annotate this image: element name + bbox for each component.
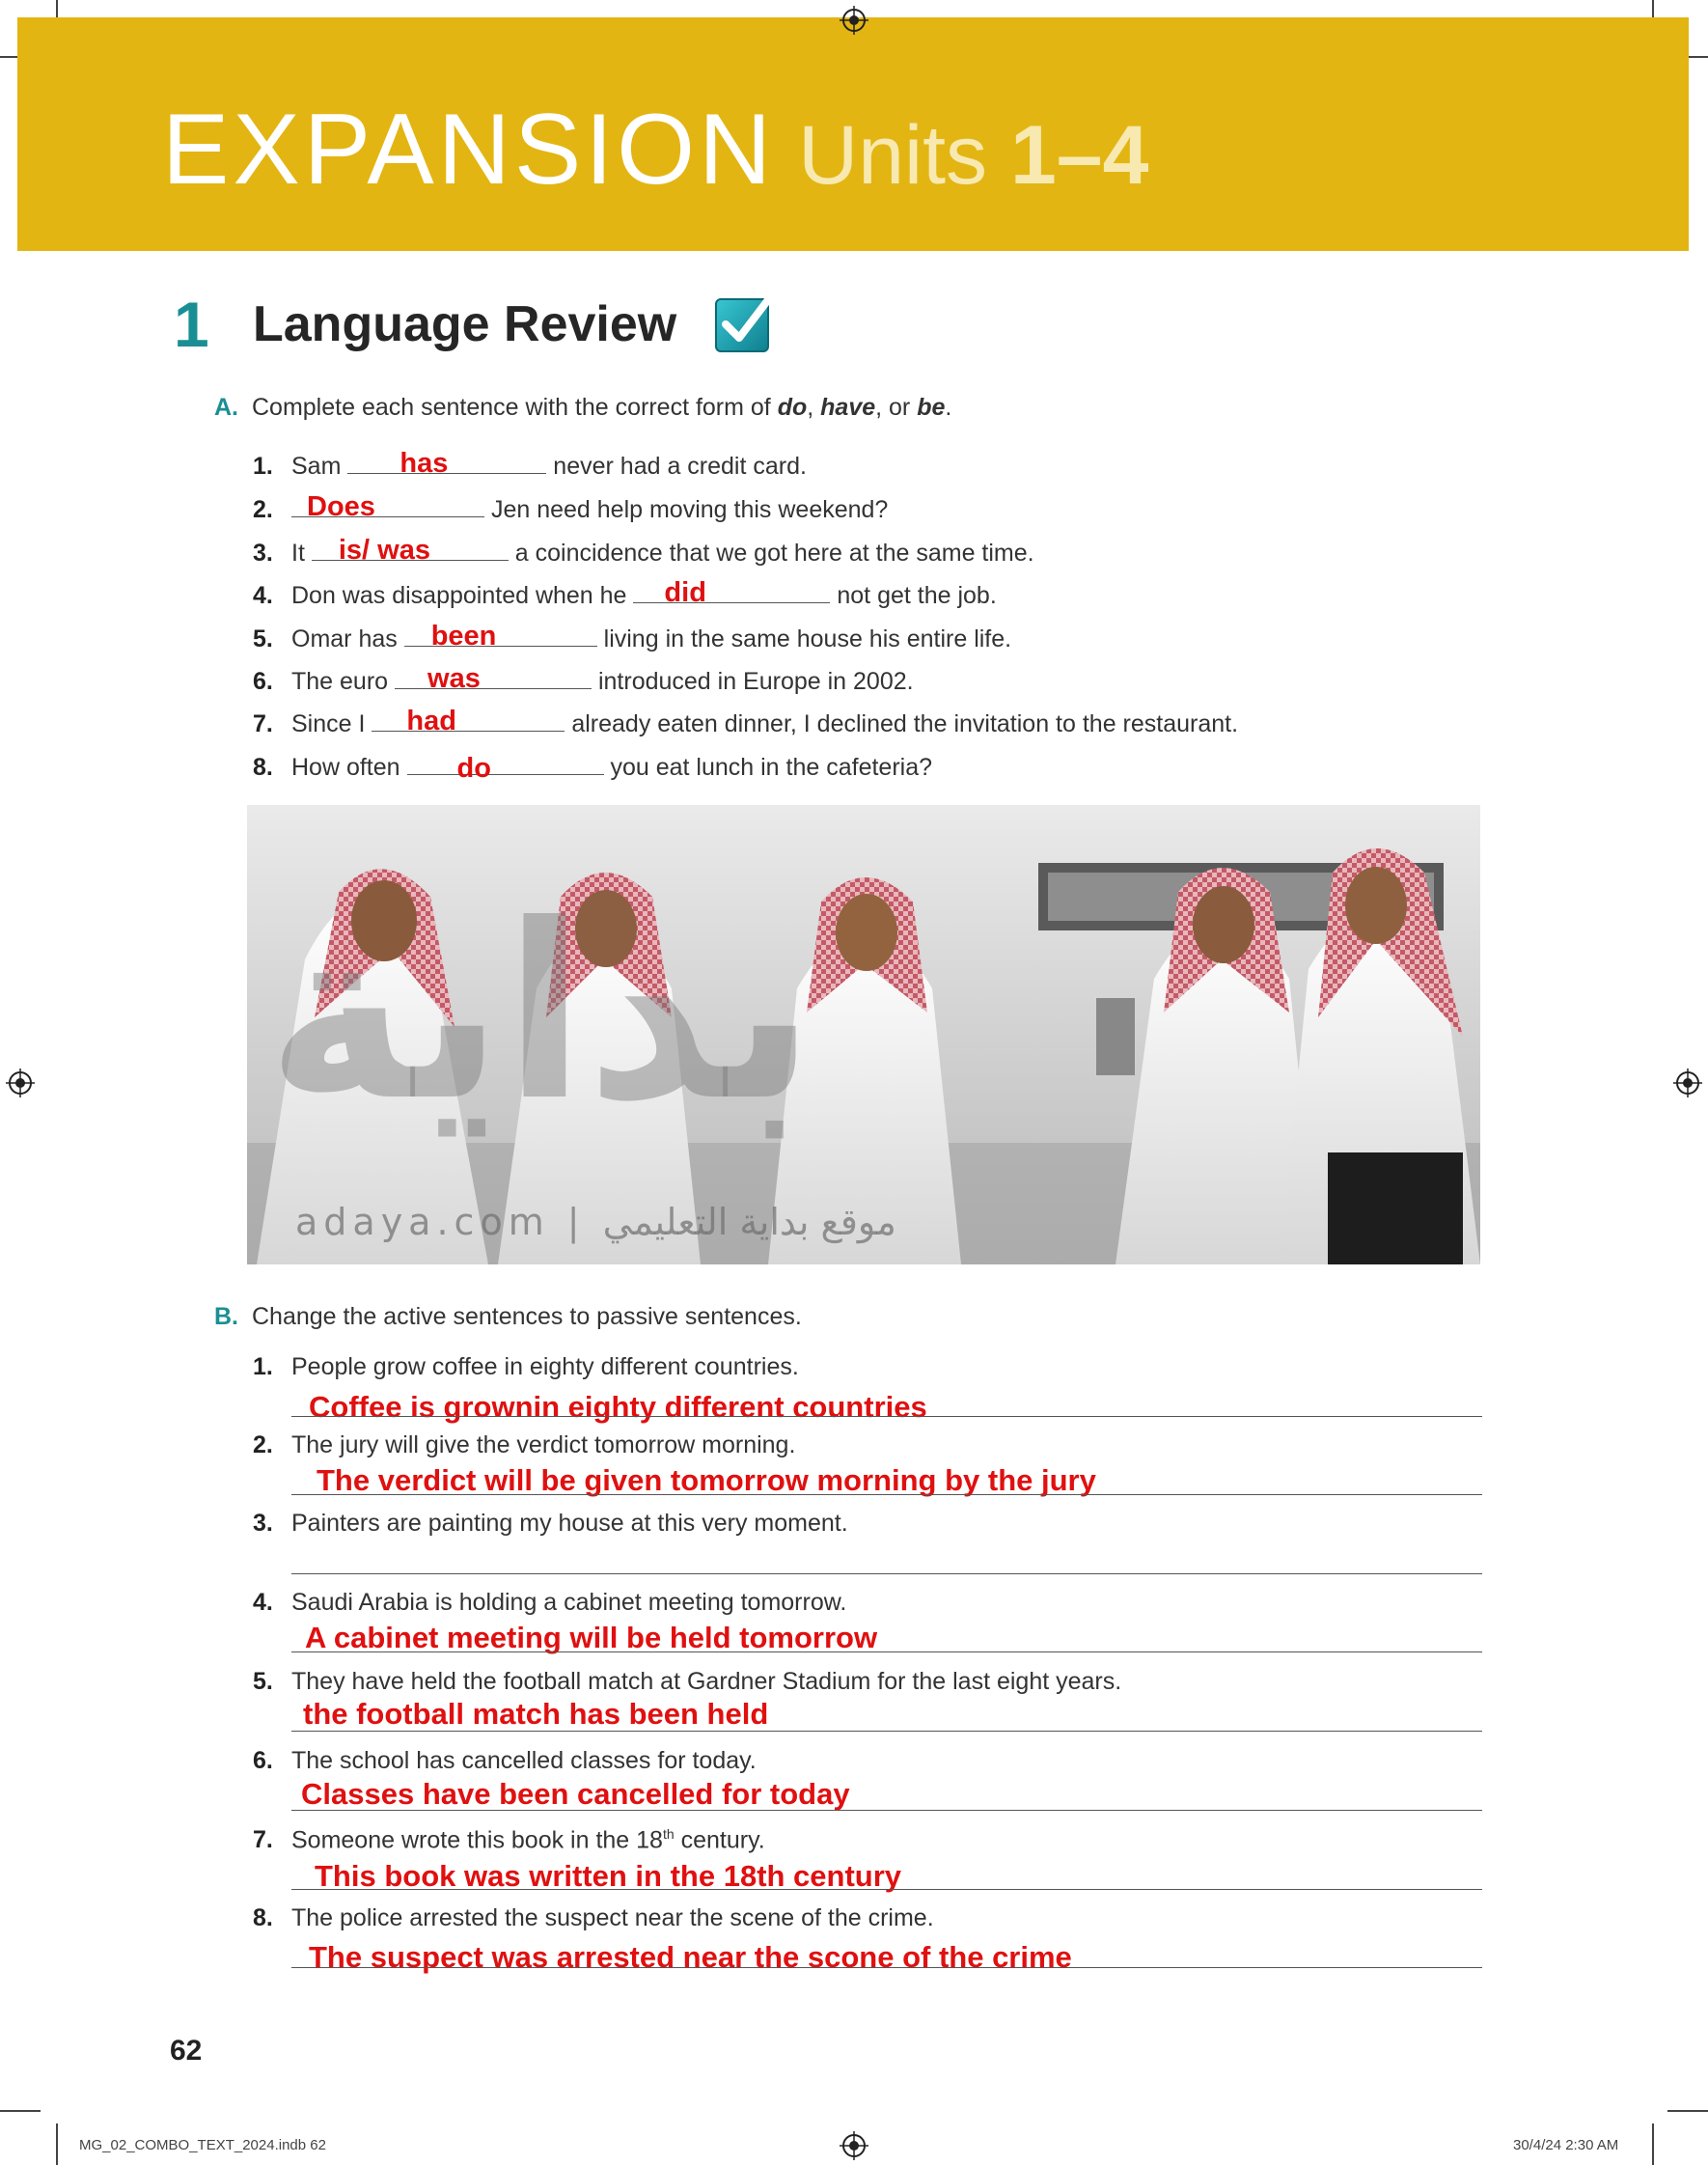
item-number: 7. xyxy=(253,1826,273,1854)
footer-file: MG_02_COMBO_TEXT_2024.indb 62 xyxy=(79,2137,326,2153)
part-b-item xyxy=(253,1431,795,1459)
trim-mark xyxy=(56,2123,58,2165)
answer-text: The verdict will be given tomorrow morning by the jury xyxy=(317,1463,1096,1497)
item-number: 6. xyxy=(253,668,273,695)
keyword-be: be xyxy=(917,394,946,421)
registration-mark-icon xyxy=(1673,1069,1702,1097)
answer-text: This book was written in the 18th century xyxy=(315,1859,902,1893)
item-text-after: Jen need help moving this weekend? xyxy=(484,496,889,523)
item-number: 1. xyxy=(253,453,273,480)
part-b-instruction xyxy=(214,1303,802,1331)
answer-text: has xyxy=(399,448,449,479)
part-a-item xyxy=(253,665,914,696)
part-a-item xyxy=(253,537,1034,568)
answer-line[interactable] xyxy=(291,1573,1482,1574)
item-prompt: The school has cancelled classes for today. xyxy=(291,1747,757,1774)
item-number: 3. xyxy=(253,1510,273,1537)
answer-blank[interactable] xyxy=(372,706,565,736)
answer-text: The suspect was arrested near the scone of the crime xyxy=(309,1940,1072,1974)
item-text-before: It xyxy=(291,540,312,567)
answer-text: is/ was xyxy=(338,535,430,566)
part-b-label: B. xyxy=(214,1303,238,1330)
item-number: 8. xyxy=(253,1904,273,1931)
item-text-before: The euro xyxy=(291,668,396,695)
watermark-text: adaya.com | موقع بداية التعليمي xyxy=(295,1201,896,1243)
part-a-item xyxy=(253,751,932,782)
trim-mark xyxy=(1652,2123,1654,2165)
part-b-item xyxy=(253,1353,799,1381)
instruction-text: Complete each sentence with the correct form of xyxy=(252,394,778,421)
part-a-item xyxy=(253,623,1011,653)
item-prompt: Painters are painting my house at this very moment. xyxy=(291,1510,848,1537)
answer-text: been xyxy=(430,621,497,652)
watermark-logo: بداية xyxy=(266,873,816,1153)
answer-blank[interactable] xyxy=(312,535,509,566)
item-prompt: They have held the football match at Gardner Stadium for the last eight years. xyxy=(291,1668,1122,1695)
item-number: 6. xyxy=(253,1747,273,1774)
answer-line[interactable] xyxy=(291,1416,1482,1417)
registration-mark-icon xyxy=(6,1069,35,1097)
item-number: 8. xyxy=(253,754,273,781)
item-text-after: introduced in Europe in 2002. xyxy=(592,668,914,695)
answer-line[interactable] xyxy=(291,1494,1482,1495)
answer-text: was xyxy=(427,663,481,694)
answer-text: Coffee is grownin eighty different countries xyxy=(309,1390,927,1424)
group-photo xyxy=(247,805,1480,1264)
item-text-after: a coincidence that we got here at the same time. xyxy=(508,540,1034,567)
trim-mark xyxy=(1667,2110,1708,2112)
item-text-after: not get the job. xyxy=(830,582,997,609)
item-text-before: How often xyxy=(291,754,407,781)
banner-units xyxy=(798,109,1148,202)
item-prompt: Saudi Arabia is holding a cabinet meeting tomorrow. xyxy=(291,1589,847,1616)
part-b-item xyxy=(253,1510,848,1538)
part-b-item xyxy=(253,1589,846,1617)
banner-units-word: Units xyxy=(798,109,988,202)
footer-date: 30/4/24 2:30 AM xyxy=(1513,2137,1619,2153)
item-text-before: Omar has xyxy=(291,625,404,652)
answer-blank[interactable] xyxy=(407,751,604,784)
item-number: 4. xyxy=(253,582,273,609)
item-text-before: Since I xyxy=(291,710,372,737)
item-text-before: Don was disappointed when he xyxy=(291,582,634,609)
part-a-item xyxy=(253,493,888,524)
answer-line[interactable] xyxy=(291,1731,1482,1732)
instruction-text: Change the active sentences to passive sentences. xyxy=(252,1303,802,1330)
section-number: 1 xyxy=(174,289,209,360)
part-b-item xyxy=(253,1826,765,1854)
answer-blank[interactable] xyxy=(291,491,484,522)
item-text-after: living in the same house his entire life. xyxy=(596,625,1012,652)
answer-text: A cabinet meeting will be held tomorrow xyxy=(305,1621,878,1654)
part-b-item xyxy=(253,1904,934,1932)
item-prompt-pre: Someone wrote this book in the 18 xyxy=(291,1826,663,1854)
instruction-sep: , or xyxy=(875,394,918,421)
registration-mark-icon xyxy=(840,6,868,35)
banner-units-range: 1–4 xyxy=(1009,109,1149,202)
part-b-item xyxy=(253,1747,757,1775)
answer-blank[interactable] xyxy=(347,448,546,479)
answer-blank[interactable] xyxy=(633,577,830,608)
trim-mark xyxy=(0,2110,41,2112)
answer-line[interactable] xyxy=(291,1810,1482,1811)
part-a-item xyxy=(253,708,1238,738)
instruction-end: . xyxy=(945,394,952,421)
part-b-item xyxy=(253,1668,1121,1696)
item-text-before: Sam xyxy=(291,453,348,480)
registration-mark-icon xyxy=(840,2131,868,2160)
section-title: Language Review xyxy=(253,296,677,352)
item-number: 2. xyxy=(253,1431,273,1458)
item-number: 5. xyxy=(253,625,273,652)
answer-blank[interactable] xyxy=(395,663,592,694)
item-text-after: never had a credit card. xyxy=(546,453,807,480)
item-text-after: already eaten dinner, I declined the invitation to the restaurant. xyxy=(565,710,1239,737)
keyword-have: have xyxy=(820,394,876,421)
item-number: 7. xyxy=(253,710,273,737)
answer-text: the football match has been held xyxy=(303,1697,769,1731)
part-a-label: A. xyxy=(214,394,238,421)
item-number: 3. xyxy=(253,540,273,567)
part-a-instruction xyxy=(214,394,951,422)
item-prompt: The jury will give the verdict tomorrow morning. xyxy=(291,1431,796,1458)
item-number: 5. xyxy=(253,1668,273,1695)
answer-text: Classes have been cancelled for today xyxy=(301,1777,850,1811)
item-text-after: you eat lunch in the cafeteria? xyxy=(603,754,933,781)
instruction-sep: , xyxy=(807,394,821,421)
keyword-do: do xyxy=(777,394,808,421)
answer-text: had xyxy=(406,706,456,736)
banner-title-text: EXPANSION xyxy=(162,94,776,206)
item-number: 1. xyxy=(253,1353,273,1380)
answer-text: do xyxy=(456,753,491,784)
item-prompt-sup: th xyxy=(662,1826,675,1842)
item-prompt: People grow coffee in eighty different countries. xyxy=(291,1353,799,1380)
item-number: 4. xyxy=(253,1589,273,1616)
page-number: 62 xyxy=(170,2035,203,2067)
answer-text: Does xyxy=(307,491,375,522)
checkbox-icon xyxy=(712,291,776,355)
answer-line[interactable] xyxy=(291,1967,1482,1968)
part-a-item xyxy=(253,579,997,610)
item-prompt: The police arrested the suspect near the scene of the crime. xyxy=(291,1904,934,1931)
answer-text: did xyxy=(664,577,706,608)
answer-blank[interactable] xyxy=(404,621,597,652)
answer-line[interactable] xyxy=(291,1889,1482,1890)
item-prompt-post: century. xyxy=(674,1826,765,1854)
part-a-item xyxy=(253,450,807,481)
item-number: 2. xyxy=(253,496,273,523)
banner-title xyxy=(162,93,1148,208)
